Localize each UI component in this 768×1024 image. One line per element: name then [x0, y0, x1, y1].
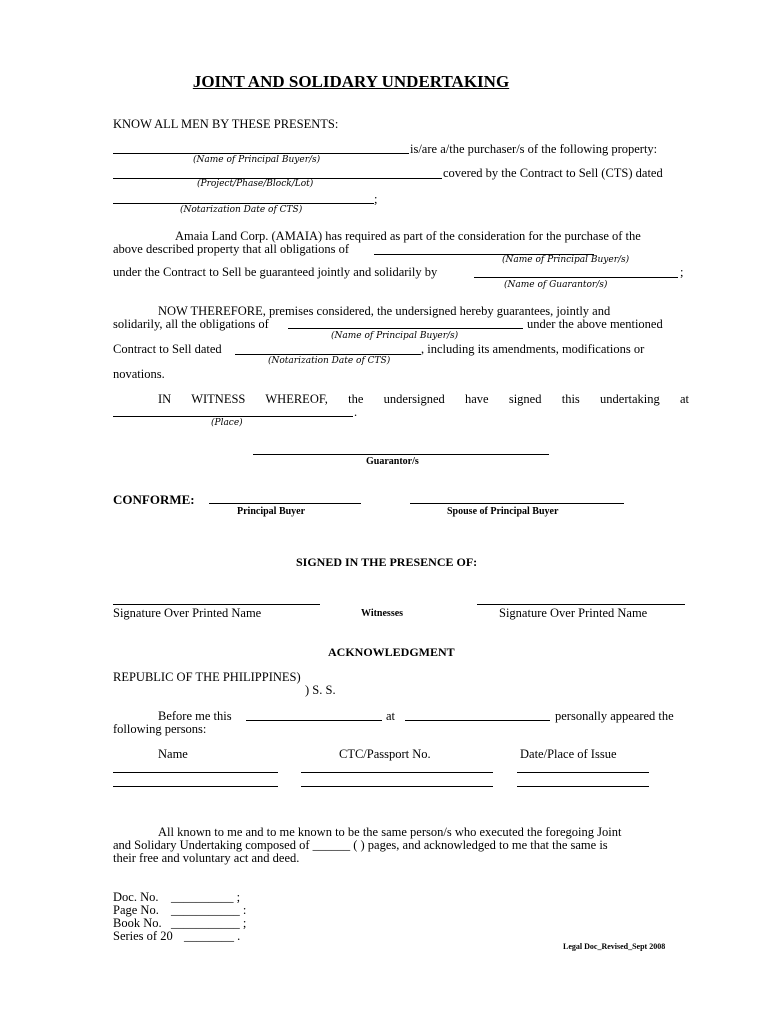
place-note: (Place): [211, 418, 243, 428]
para2-date-note: (Notarization Date of CTS): [268, 356, 391, 366]
book-no-blank: ___________ ;: [171, 916, 247, 930]
ctc-blank-2: [301, 786, 493, 787]
para1-line3: under the Contract to Sell be guaranteed jointly and solidarily by: [113, 265, 438, 279]
book-no-label: Book No.: [113, 916, 162, 930]
para2-line2a: solidarily, all the obligations of: [113, 317, 269, 331]
known-line-2: and Solidary Undertaking composed of ______ ( ) pages, and acknowledged to me that the same is: [113, 838, 608, 852]
witnesses-label: Witnesses: [361, 608, 404, 619]
principal-buyer-note: (Name of Principal Buyer/s): [193, 155, 321, 165]
para2-line2b: under the above mentioned: [527, 317, 663, 331]
para2-line4: novations.: [113, 367, 165, 381]
conforme-label: CONFORME:: [113, 492, 195, 507]
column-ctc: CTC/Passport No.: [339, 747, 431, 761]
semicolon-2: ;: [680, 265, 684, 279]
principal-buyer-blank: [113, 153, 409, 154]
doc-no-label: Doc. No.: [113, 890, 159, 904]
witness-right-line: [477, 604, 685, 605]
date-blank-2: [517, 786, 649, 787]
date-blank-1: [517, 772, 649, 773]
principal-buyer-label: Principal Buyer: [237, 506, 306, 517]
series-label: Series of 20: [113, 929, 173, 943]
page-no-blank: ___________ :: [171, 903, 247, 917]
notarization-note: (Notarization Date of CTS): [180, 205, 303, 215]
republic-line: REPUBLIC OF THE PHILIPPINES): [113, 670, 301, 684]
guarantor-note: (Name of Guarantor/s): [504, 280, 608, 290]
signed-presence-heading: SIGNED IN THE PRESENCE OF:: [296, 555, 478, 569]
witness-left-line: [113, 604, 320, 605]
para2-date-blank: [235, 354, 421, 355]
semicolon-1: ;: [374, 192, 378, 206]
spouse-signature-line: [410, 503, 624, 504]
ctc-blank-1: [301, 772, 493, 773]
project-note: (Project/Phase/Block/Lot): [197, 179, 314, 189]
before-me-text: Before me this: [158, 709, 232, 723]
witness-period: .: [354, 405, 358, 419]
guarantor-blank: [474, 277, 678, 278]
para2-line3b: , including its amendments, modifications or: [421, 342, 645, 356]
purchaser-text: is/are a/the purchaser/s of the following property:: [410, 142, 658, 156]
para1-buyer-note: (Name of Principal Buyer/s): [502, 255, 630, 265]
signature-left-label: Signature Over Printed Name: [113, 606, 262, 620]
column-date-place: Date/Place of Issue: [520, 747, 617, 761]
page-no-label: Page No.: [113, 903, 159, 917]
para1-line2: above described property that all obligations of: [113, 242, 350, 256]
name-blank-2: [113, 786, 278, 787]
name-blank-1: [113, 772, 278, 773]
following-persons-text: following persons:: [113, 722, 207, 736]
known-line-3: their free and voluntary act and deed.: [113, 851, 300, 865]
column-name: Name: [158, 747, 188, 761]
para2-buyer-note: (Name of Principal Buyer/s): [331, 331, 459, 341]
principal-buyer-signature-line: [209, 503, 361, 504]
para2-line3a: Contract to Sell dated: [113, 342, 222, 356]
guarantor-signature-line: [253, 454, 549, 455]
before-at-text: at: [386, 709, 396, 723]
witness-line: IN WITNESS WHEREOF, the undersigned have signed this undertaking at: [158, 392, 689, 406]
acknowledgment-heading: ACKNOWLEDGMENT: [328, 645, 455, 659]
signature-right-label: Signature Over Printed Name: [499, 606, 648, 620]
doc-no-blank: __________ ;: [171, 890, 241, 904]
page-title: JOINT AND SOLIDARY UNDERTAKING: [192, 72, 510, 91]
personally-appeared-text: personally appeared the: [555, 709, 674, 723]
intro-heading: KNOW ALL MEN BY THESE PRESENTS:: [113, 117, 339, 131]
para2-buyer-blank: [288, 328, 523, 329]
para1-line1: Amaia Land Corp. (AMAIA) has required as part of the consideration for the purchase of the: [175, 229, 641, 243]
series-blank: ________ .: [184, 929, 241, 943]
cts-text: covered by the Contract to Sell (CTS) dated: [443, 166, 663, 180]
cts-date-blank: [113, 203, 374, 204]
before-date-blank: [246, 720, 382, 721]
footer-revision: Legal Doc_Revised_Sept 2008: [563, 942, 666, 951]
spouse-label: Spouse of Principal Buyer: [447, 506, 559, 517]
known-line-1: All known to me and to me known to be the same person/s who executed the foregoing Joint: [158, 825, 622, 839]
before-place-blank: [405, 720, 550, 721]
para2-line1: NOW THEREFORE, premises considered, the undersigned hereby guarantees, jointly and: [158, 304, 611, 318]
place-blank: [113, 416, 353, 417]
guarantor-label: Guarantor/s: [366, 456, 419, 467]
ss-line: ) S. S.: [305, 683, 336, 697]
